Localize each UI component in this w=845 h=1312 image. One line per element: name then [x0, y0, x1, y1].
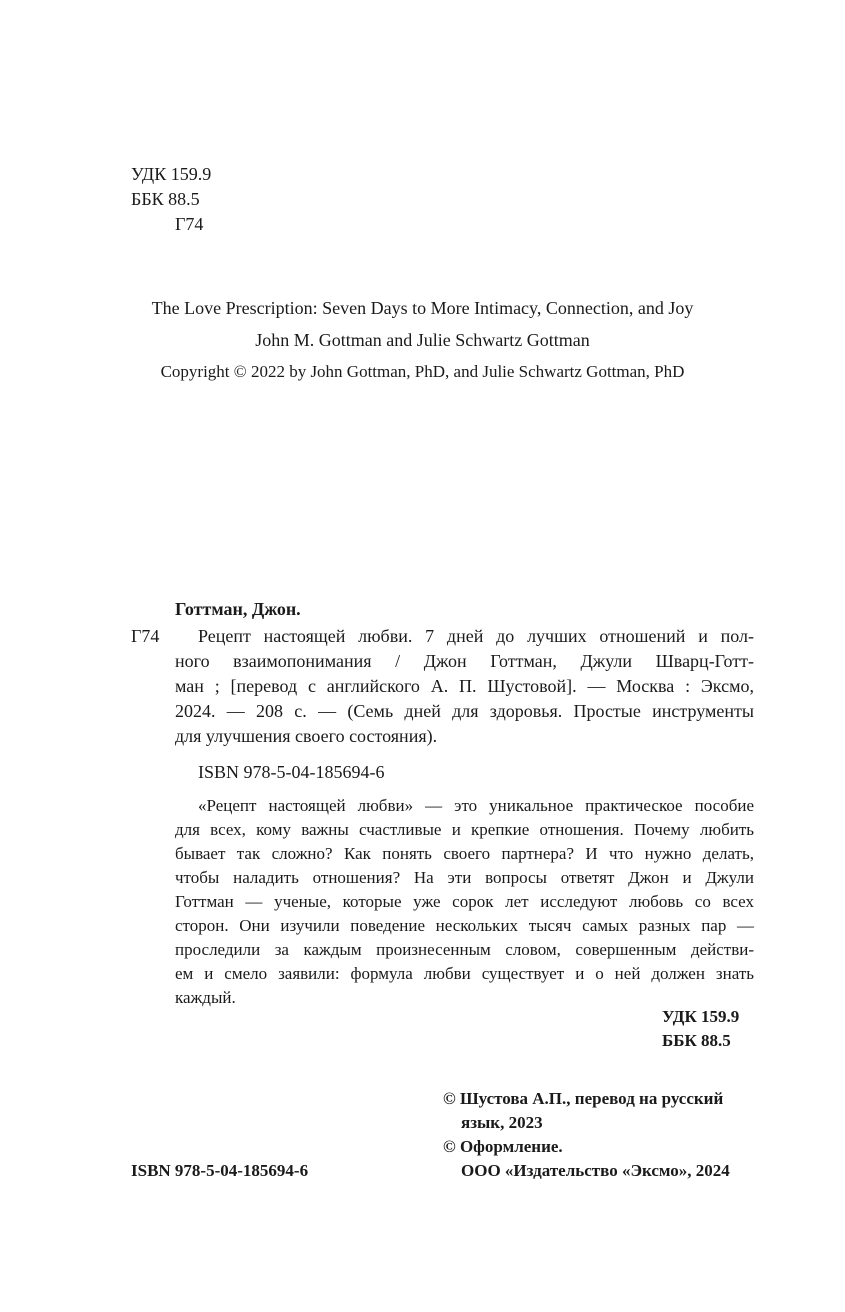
annotation-line: каждый.: [175, 988, 236, 1007]
annotation-line: Готтман — ученые, которые уже сорок лет исследуют любовь со всех: [175, 892, 754, 911]
udk-top: УДК 159.9: [131, 164, 212, 184]
catalog-line: ман ; [перевод с английского А. П. Шустовой]. — Москва : Эксмо,: [175, 676, 754, 696]
bbk-bottom: ББК 88.5: [662, 1031, 731, 1050]
annotation-line: для всех, кому важны счастливые и крепкие отношения. Почему любить: [175, 820, 754, 839]
isbn-bottom: ISBN 978-5-04-185694-6: [131, 1161, 309, 1180]
copyright-translation-line1: © Шустова А.П., перевод на русский: [443, 1089, 724, 1108]
catalog-line: 2024. — 208 с. — (Семь дней для здоровья. Простые инструменты: [175, 701, 754, 721]
catalog-mark: Г74: [131, 626, 160, 646]
bbk-top: ББК 88.5: [131, 189, 200, 209]
annotation-line: «Рецепт настоящей любви» — это уникальное практическое пособие: [198, 796, 754, 815]
catalog-line: для улучшения своего состояния).: [175, 726, 438, 746]
catalog-line: ного взаимопонимания / Джон Готтман, Джули Шварц-Готт-: [175, 651, 754, 671]
copyright-design-line1: © Оформление.: [443, 1137, 563, 1156]
copyright-design-line2: ООО «Издательство «Эксмо», 2024: [461, 1161, 730, 1180]
annotation-line: бывает так сложно? Как понять своего партнера? И что нужно делать,: [175, 844, 754, 863]
udk-bottom: УДК 159.9: [662, 1007, 740, 1026]
annotation-line: чтобы наладить отношения? На эти вопросы ответят Джон и Джули: [175, 868, 754, 887]
copyright-original: Copyright © 2022 by John Gottman, PhD, and Julie Schwartz Gottman, PhD: [160, 362, 685, 381]
annotation-line: ем и смело заявили: формула любви существует и о ней должен знать: [175, 964, 754, 983]
original-authors: John M. Gottman and Julie Schwartz Gottman: [255, 330, 590, 350]
annotation-line: проследили за каждым произнесенным словом, совершенным действи-: [175, 940, 754, 959]
author-mark-top: Г74: [175, 214, 204, 234]
original-title: The Love Prescription: Seven Days to More Intimacy, Connection, and Joy: [151, 298, 694, 318]
copyright-translation-line2: язык, 2023: [461, 1113, 543, 1132]
catalog-isbn: ISBN 978-5-04-185694-6: [198, 762, 385, 782]
annotation-line: сторон. Они изучили поведение нескольких тысяч самых разных пар —: [175, 916, 754, 935]
catalog-line: Рецепт настоящей любви. 7 дней до лучших отношений и пол-: [198, 626, 754, 646]
catalog-heading: Готтман, Джон.: [175, 599, 301, 619]
